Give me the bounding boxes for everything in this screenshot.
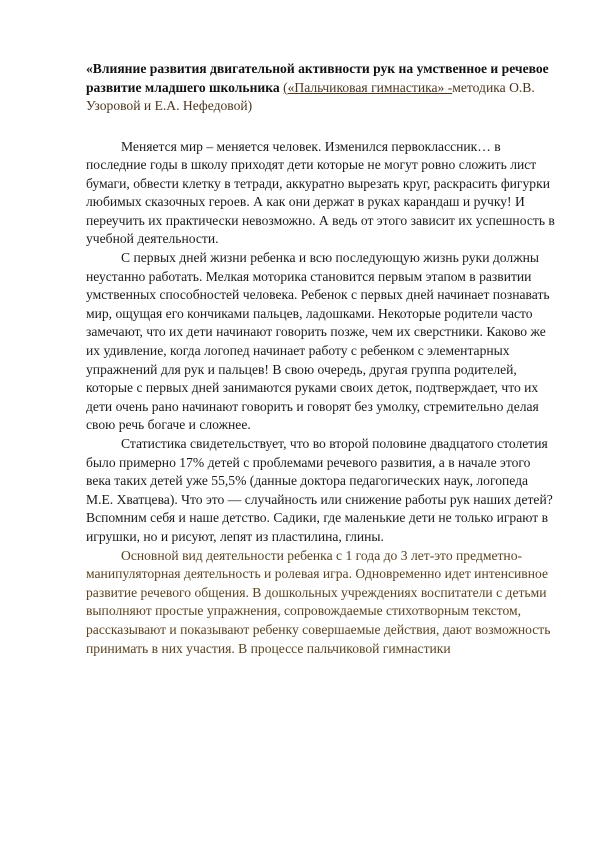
paragraph-1: Меняется мир – меняется человек. Изменился первоклассник… в последние годы в школу приходят дети которые не могут ровно сложить лист бумаги, обвести клетку в тетради, аккуратно вырезать круг, раскрасить фигурки любимых сказочных героев. А как они держат в руках карандаш и ручку! И переучить их практически невозможно. А ведь от этого зависит их успешность в учебной деятельности. [86, 138, 555, 247]
paragraph-2: С первых дней жизни ребенка и всю последующую жизнь руки должны неустанно работать. Мелкая моторика становится первым этапом в развитии умственных способностей человека. Ребенок с первых дней начинает познавать мир, ощущая его кончиками пальцев, ладошками. Некоторые родители часто замечают, что их дети начинают говорить позже, чем их сверстники. Каково же их удивление, когда логопед начинает работу с ребенком с элементарных упражнений для рук и пальцев! В свою очередь, другая группа родителей, которые с первых дней занимаются руками своих деток, подтверждает, что их дети очень рано начинают говорить и говорят без умолку, стремительно делая свою речь богаче и сложнее. [86, 250, 550, 433]
title-link[interactable]: («Пальчиковая гимнастика» - [283, 79, 453, 95]
title-rest: методика О.В. Узоровой и Е.А. Нефедовой) [86, 79, 535, 113]
document-title [86, 60, 556, 116]
paragraph-4: Основной вид деятельности ребенка с 1 года до 3 лет-это предметно-манипуляторная деятельность и ролевая игра. Одновременно идет интенсивное развитие речевого общения. В дошкольных учреждениях воспитатели с детьми выполняют простые упражнения, сопровождаемые стихотворным текстом, рассказывают и показывают ребенку совершаемые действия, дают возможность принимать в них участия. В процессе пальчиковой гимнастики [86, 547, 551, 656]
document-content [86, 60, 556, 658]
paragraph-3: Статистика свидетельствует, что во второй половине двадцатого столетия было примерно 17% детей с проблемами речевого развития, а в начале этого века таких детей уже 55,5% (данные доктора педагогических наук, логопеда М.Е. Хватцева). Что это — случайность или снижение работы рук наших детей? Вспомним себя и наше детство. Садики, где маленькие дети не только играют в игрушки, но и рисуют, лепят из пластилина, глины. [86, 436, 553, 544]
title-bold: «Влияние развития двигательной активности рук на умственное и речевое развитие младшего школьника [86, 61, 549, 95]
